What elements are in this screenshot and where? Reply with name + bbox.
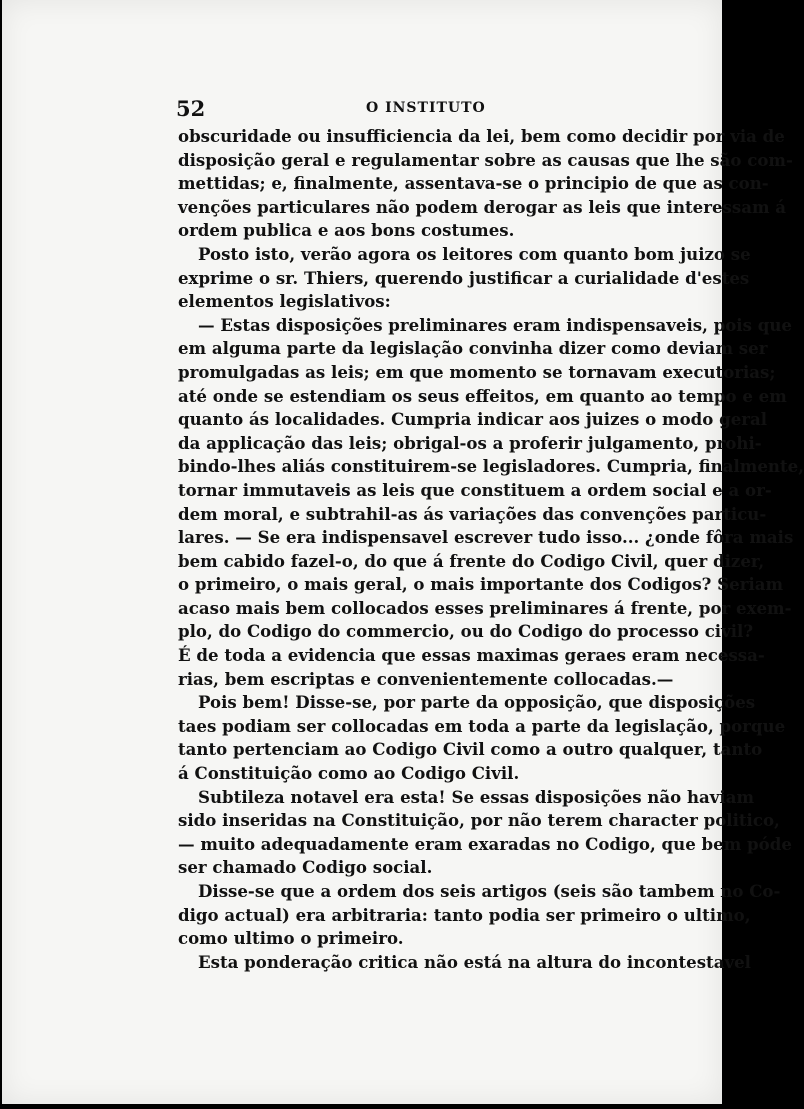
text-line: Subtileza notavel era esta! Se essas disposições não haviam	[198, 786, 755, 807]
text-line: Disse-se que a ordem dos seis artigos (seis são tambem no Co-	[198, 881, 781, 901]
text-line: — muito adequadamente eram exaradas no Codigo, que bem póde	[178, 833, 792, 854]
text-line: ordem publica e aos bons costumes.	[178, 220, 515, 241]
text-line: — Estas disposições preliminares eram indispensaveis, pois que	[198, 314, 792, 335]
text-line: promulgadas as leis; em que momento se tornavam executorias;	[178, 361, 776, 382]
text-line: disposição geral e regulamentar sobre as causas que lhe são com-	[178, 149, 793, 170]
text-line: ser chamado Codigo social.	[178, 857, 433, 878]
text-line: É de toda a evidencia que essas maximas geraes eram necessa-	[178, 645, 765, 666]
text-line: sido inseridas na Constituição, por não terem character politico,	[178, 810, 780, 831]
text-line: Posto isto, verão agora os leitores com quanto bom juizo se	[198, 243, 751, 264]
text-line: venções particulares não podem derogar as leis que interessam á	[178, 196, 787, 217]
text-line: quanto ás localidades. Cumpria indicar aos juizes o modo geral	[178, 409, 768, 430]
text-line: plo, do Codigo do commercio, ou do Codigo do processo civil?	[178, 621, 754, 642]
text-line: Pois bem! Disse-se, por parte da opposição, que disposições	[198, 692, 756, 713]
text-line: até onde se estendiam os seus effeitos, em quanto ao tempo e em	[178, 385, 787, 406]
page-header	[176, 96, 652, 122]
text-line: obscuridade ou insufficiencia da lei, bem como decidir por via de	[178, 126, 785, 146]
text-line: em alguma parte da legislação convinha dizer como deviam ser	[178, 338, 768, 359]
running-head: O INSTITUTO	[366, 100, 486, 116]
text-line: da applicação das leis; obrigal-os a proferir julgamento, prohi-	[178, 432, 762, 453]
text-line: elementos legislativos:	[178, 291, 391, 312]
text-line: á Constituição como ao Codigo Civil.	[178, 763, 520, 784]
text-line: como ultimo o primeiro.	[178, 928, 404, 949]
text-line: rias, bem escriptas e convenientemente collocadas.—	[178, 668, 674, 689]
text-line: taes podiam ser collocadas em toda a parte da legislação, porque	[178, 715, 786, 736]
text-line: bindo-lhes aliás constituirem-se legisladores. Cumpria, finalmente,	[178, 456, 804, 477]
text-line: digo actual) era arbitraria: tanto podia ser primeiro o ultimo,	[178, 904, 751, 925]
text-line: tornar immutaveis as leis que constituem a ordem social e a or-	[178, 479, 772, 500]
page-number: 52	[176, 96, 206, 121]
text-line: acaso mais bem collocados esses preliminares á frente, por exem-	[178, 597, 792, 618]
text-line: lares. — Se era indispensavel escrever tudo isso... ¿onde fôra mais	[178, 527, 794, 548]
text-line: tanto pertenciam ao Codigo Civil como a outro qualquer, tanto	[178, 739, 763, 760]
text-line: mettidas; e, finalmente, assentava-se o principio de que as con-	[178, 173, 769, 194]
text-line: bem cabido fazel-o, do que á frente do Codigo Civil, quer dizer,	[178, 550, 765, 571]
text-line: exprime o sr. Thiers, querendo justificar a curialidade d'estes	[178, 267, 750, 288]
text-line: Esta ponderação critica não está na altura do incontestavel	[198, 951, 751, 972]
text-line: o primeiro, o mais geral, o mais importante dos Codigos? Seriam	[178, 574, 784, 595]
body-text	[178, 125, 804, 974]
text-line: dem moral, e subtrahil-as ás variações das convenções particu-	[178, 503, 767, 524]
